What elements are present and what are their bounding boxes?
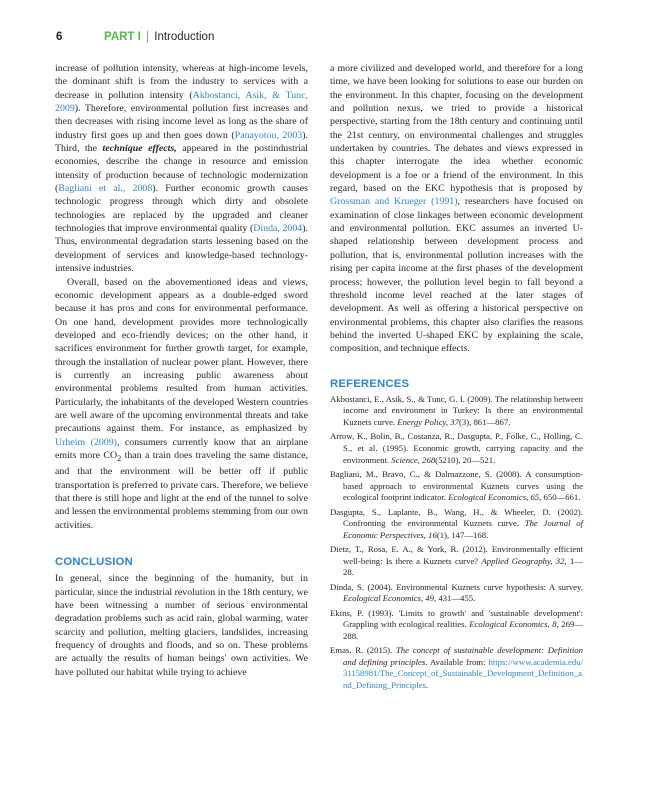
emphasis: technique effects,: [102, 143, 177, 155]
page-header: [56, 31, 215, 47]
paragraph: increase of pollution intensity, whereas at high-income levels, the dominant shift is from the industry to services with a decrease in pollution intensity (Akbostanci, Asik, & Tunc, 2009). Therefore, environmental pollution first increases and then decreases with rising income level as long as the share of industry first goes up and then goes down (Panayotou, 2003). Third, the technique effects, appeared in the postindustrial economies, describe the change in resource and emission intensity of production because of technologic modernization (Bagliani et al., 2008). Further economic growth causes technologic progress through which dirty and obsolete technologies are replaced by the upgraded and cleaner technologies that improve environmental quality (Dinda, 2004). Thus, environmental degradation starts lessening based on the development of services and knowledge-based technology-intensive industries.: [55, 63, 308, 275]
reference-url-link[interactable]: https://www.academia.edu/31158981/The_Concept_of_Sustainable_Development_Definition_and_Defining_Principles: [343, 656, 584, 690]
reference-item: Bagliani, M., Bravo, C., & Dalmazzone, S. (2008). A consumption-based approach to environmental Kuznets curves using the ecological footprint indicator. Ecological Economics, 65, 650—661.: [330, 468, 583, 503]
reference-item: Dinda, S. (2004). Environmental Kuznets curve hypothesis: A survey. Ecological Economics, 49, 431—455.: [330, 581, 583, 604]
reference-item: Emas, R. (2015). The concept of sustainable development: Definition and defining principles. Available from: https://www.academia.edu/31158981/The_Concept_of_Sustainable_Development_Definition_and_Defining_Principles.: [330, 645, 584, 690]
reference-item: Akbostanci, E., Asik, S., & Tunc, G. I. (2009). The relationship between income and environment in Turkey: Is there an environmental Kuznets curve. Energy Policy, 37(3), 861—867.: [330, 393, 583, 427]
conclusion-heading: CONCLUSION: [55, 556, 133, 568]
reference-item: Ekins, P. (1993). 'Limits to growth' and 'sustainable development': Grappling with ecological realities. Ecological Economics, 8, 269—288.: [330, 607, 583, 641]
part-label: PART I: [104, 31, 141, 43]
citation-link[interactable]: Grossman and Krueger (1991): [330, 196, 458, 208]
left-column: [55, 62, 308, 679]
citation-link[interactable]: Dinda, 2004: [253, 223, 303, 235]
reference-item: Dasgupta, S., Laplante, B., Wang, H., & Wheeler, D. (2002). Confronting the environmental Kuznets curve. The Journal of Economic Perspectives, 16(1), 147—168.: [330, 506, 583, 540]
references-heading: REFERENCES: [330, 377, 410, 390]
reference-item: Arrow, K., Bolin, B., Costanza, R., Dasgupta, P., Folke, C., Holling, C. S., et al. (1995). Economic growth, carrying capacity and the environment. Science, 268(5210), 20—521.: [330, 431, 583, 465]
separator: |: [146, 31, 150, 43]
citation-link[interactable]: Bagliani et al., 2008: [58, 183, 153, 195]
citation-link[interactable]: Akbostanci, Asik, & Tunc, 2009: [55, 89, 308, 115]
paragraph: a more civilized and developed world, and therefore for a long time, we have been looking for solutions to ease our burden on the environment. In this chapter, focusing on the development and pollution nexus, we tried to provide a historical perspective, starting from the 18th century and continuing until the 21st century, on environmental challenges and struggles undertaken by countries. The debates and views expressed in this chapter interrogate the idea whether economic development is a foe or a friend of the environment. In this regard, based on the EKC hypothesis that is proposed by Grossman and Krueger (1991), researchers have focused on examination of close linkages between economic development and environmental pollution. EKC assumes an inverted U-shaped relationship between development process and pollution, that is, environmental pollution increases with the rising per capita income at the first phases of the development process; however, the pollution level begin to fall beyond a threshold income level reached at the later stages of development. As well as offering a historical perspective on environmental problems, this chapter also clarifies the reasons behind the inverted U-shaped EKC by explaining the scale, composition, and technique effects.: [330, 63, 583, 355]
paragraph: In general, since the beginning of the humanity, but in particular, since the industrial revolution in the 18th century, we have been witnessing a number of serious environmental degradation problems such as acid rain, global warming, water scarcity and pollution, melting glaciers, landslides, increasing frequency of droughts and floods, and so on. These problems are actually the results of human beings' own activities. We have polluted our habitat while trying to achieve: [55, 573, 308, 678]
right-column: [330, 62, 583, 694]
chapter-title: Introduction: [154, 31, 215, 43]
subscript: 2: [117, 453, 122, 463]
running-head: [104, 31, 214, 43]
paragraph: Overall, based on the abovementioned ideas and views, economic development appears as a double-edged sword because it has pros and cons for environmental performance. On one hand, development provides more technologically developed and eco-friendly devices; on the other hand, it sacrifices environment for further growth target, for example, through the installation of nuclear power plant. However, there is currently an increasing public awareness about environmental problems resulted from human activities. Particularly, the inhabitants of the developed Western countries are well aware of the upcoming environmental threats and take precautions against them. For instance, as emphasized by Urheim (2009), consumers currently know that an airplane emits more $CO_2$ than a train does traveling the same distance, and that the environment will be better off if public transportation is preferred to private cars. Therefore, we believe that there is still hope and light at the end of the tunnel to solve and lessen the environmental problems stemming from our own activities.: [55, 276, 308, 531]
page-number: 6: [56, 31, 63, 43]
reference-list: [330, 394, 583, 691]
citation-link[interactable]: Urheim (2009): [55, 436, 117, 448]
reference-item: Dietz, T., Rosa, E. A., & York, R. (2012). Environmentally efficient well-being: Is there a Kuznets curve? Applied Geography, 32, 1—28.: [330, 544, 583, 578]
citation-link[interactable]: Panayotou, 2003: [234, 129, 303, 141]
